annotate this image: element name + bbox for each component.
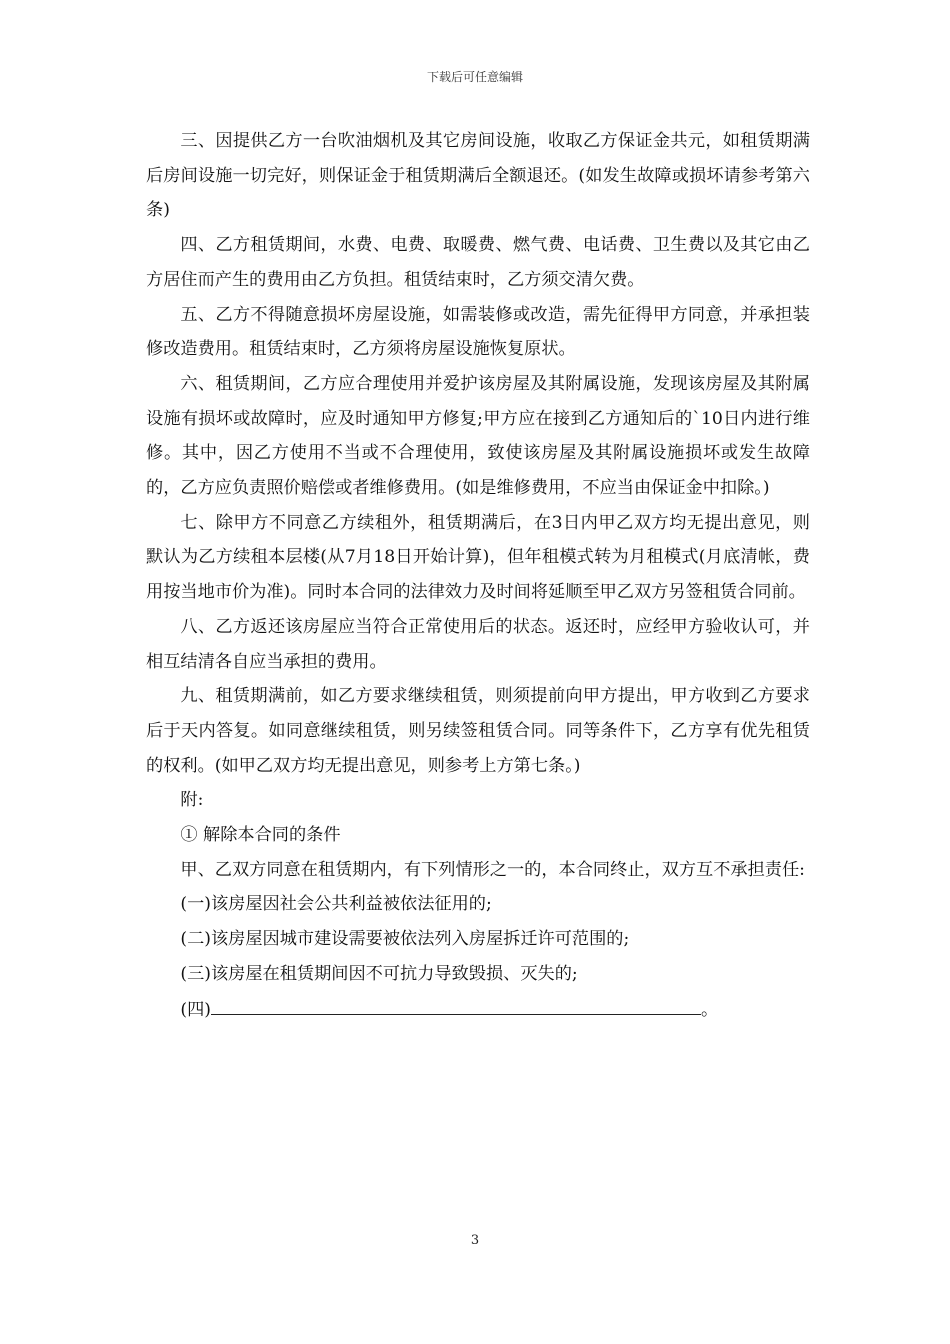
clause-5-paragraph: 五、乙方不得随意损坏房屋设施，如需装修或改造，需先征得甲方同意，并承担装修改造费用。租赁结束时，乙方须将房屋设施恢复原状。 [146,304,810,360]
appendix-label: 附: [180,790,204,811]
clause-6-paragraph: 六、租赁期间，乙方应合理使用并爱护该房屋及其附属设施，发现该房屋及其附属设施有损坏或故障时，应及时通知甲方修复;甲方应在接到乙方通知后的`10日内进行维修。其中，因乙方使用不当或不合理使用，致使该房屋及其附属设施损坏或发生故障的，乙方应负责照价赔偿或者维修费用。(如是维修费用，不应当由保证金中扣除。) [146,373,810,499]
termination-intro-paragraph: 甲、乙双方同意在租赁期内，有下列情形之一的，本合同终止，双方互不承担责任: [180,859,805,880]
termination-item-4 [146,992,810,1028]
clause-4-paragraph: 四、乙方租赁期间，水费、电费、取暖费、燃气费、电话费、卫生费以及其它由乙方居住而产生的费用由乙方负担。租赁结束时，乙方须交清欠费。 [146,235,810,290]
clause-9-paragraph: 九、租赁期满前，如乙方要求继续租赁，则须提前向甲方提出，甲方收到乙方要求后于天内答复。如同意继续租赁，则另续签租赁合同。同等条件下，乙方享有优先租赁的权利。(如甲乙双方均无提出意见，则参考上方第七条。) [146,686,810,776]
termination-item-4-prefix: (四) [180,999,211,1020]
termination-item-2: (二)该房屋因城市建设需要被依法列入房屋拆迁许可范围的; [180,929,630,950]
termination-item-3: (三)该房屋在租赁期间因不可抗力导致毁损、灭失的; [180,963,578,984]
clause-3-paragraph: 三、因提供乙方一台吹油烟机及其它房间设施，收取乙方保证金共元，如租赁期满后房间设施一切完好，则保证金于租赁期满后全额退还。(如发生故障或损坏请参考第六条) [146,131,810,221]
clause-7-paragraph: 七、除甲方不同意乙方续租外，租赁期满后，在3日内甲乙双方均无提出意见，则默认为乙方续租本层楼(从7月18日开始计算)，但年租模式转为月租模式(月底清帐，费用按当地市价为准)。同时本合同的法律效力及时间将延顺至甲乙双方另签租赁合同前。 [146,512,810,603]
document-body [146,124,810,1027]
page-number: 3 [470,1233,480,1248]
clause-8-paragraph: 八、乙方返还该房屋应当符合正常使用后的状态。返还时，应经甲方验收认可，并相互结清各自应当承担的费用。 [146,616,810,672]
fill-in-blank-line [211,992,701,1015]
termination-conditions-heading: ① 解除本合同的条件 [180,825,341,846]
page-header: 下载后可任意编辑 [426,70,523,84]
termination-item-1: (一)该房屋因社会公共利益被依法征用的; [180,894,492,915]
termination-item-4-suffix: 。 [701,999,719,1020]
